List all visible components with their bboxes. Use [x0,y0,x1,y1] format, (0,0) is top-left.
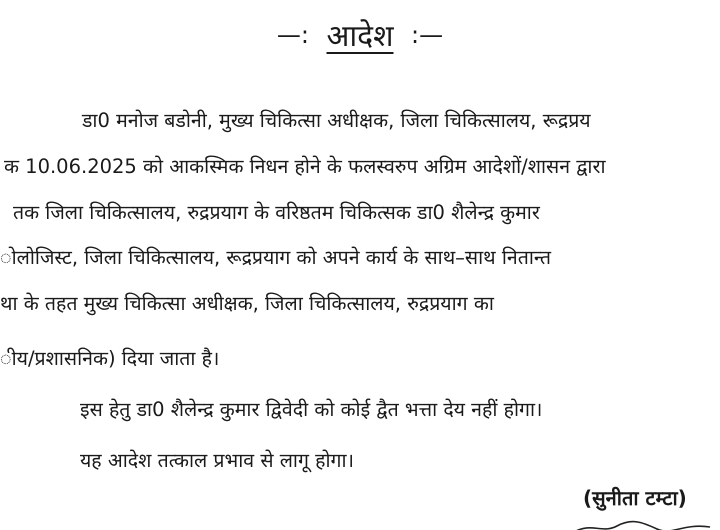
paragraph-line-1: डा0 मनोज बडोनी, मुख्य चिकित्सा अधीक्षक, जिला चिकित्सालय, रूद्रप्रय [82,109,591,132]
heading-right-mark: :— [411,21,444,49]
note-line-2: यह आदेश तत्काल प्रभाव से लागू होगा। [80,449,354,472]
paragraph-line-5: था के तहत मुख्य चिकित्सा अधीक्षक, जिला चिकित्सालय, रुद्रप्रयाग का [0,292,494,315]
paragraph-line-3: तक जिला चिकित्सालय, रुद्रप्रयाग के वरिष्ठतम चिकित्सक डा0 शैलेन्द्र कुमार [13,201,540,224]
signature-scribble [572,520,712,530]
paragraph-line-4: ोलोजिस्ट, जिला चिकित्सालय, रूद्रप्रयाग को अपने कार्य के साथ–साथ नितान्त [0,246,551,269]
heading-title: आदेश [326,19,394,54]
signatory-name: (सुनीता टम्टा) [583,486,687,510]
note-line-1: इस हेतु डा0 शैलेन्द्र कुमार द्विवेदी को कोई द्वैत भत्ता देय नहीं होगा। [80,398,543,421]
order-heading [0,14,720,55]
paragraph-line-2: क 10.06.2025 को आकस्मिक निधन होने के फलस्वरुप अग्रिम आदेशों/शासन द्वारा [4,155,606,178]
heading-left-mark: —: [276,21,309,49]
paragraph-line-6: ीय/प्रशासनिक) दिया जाता है। [0,347,220,370]
